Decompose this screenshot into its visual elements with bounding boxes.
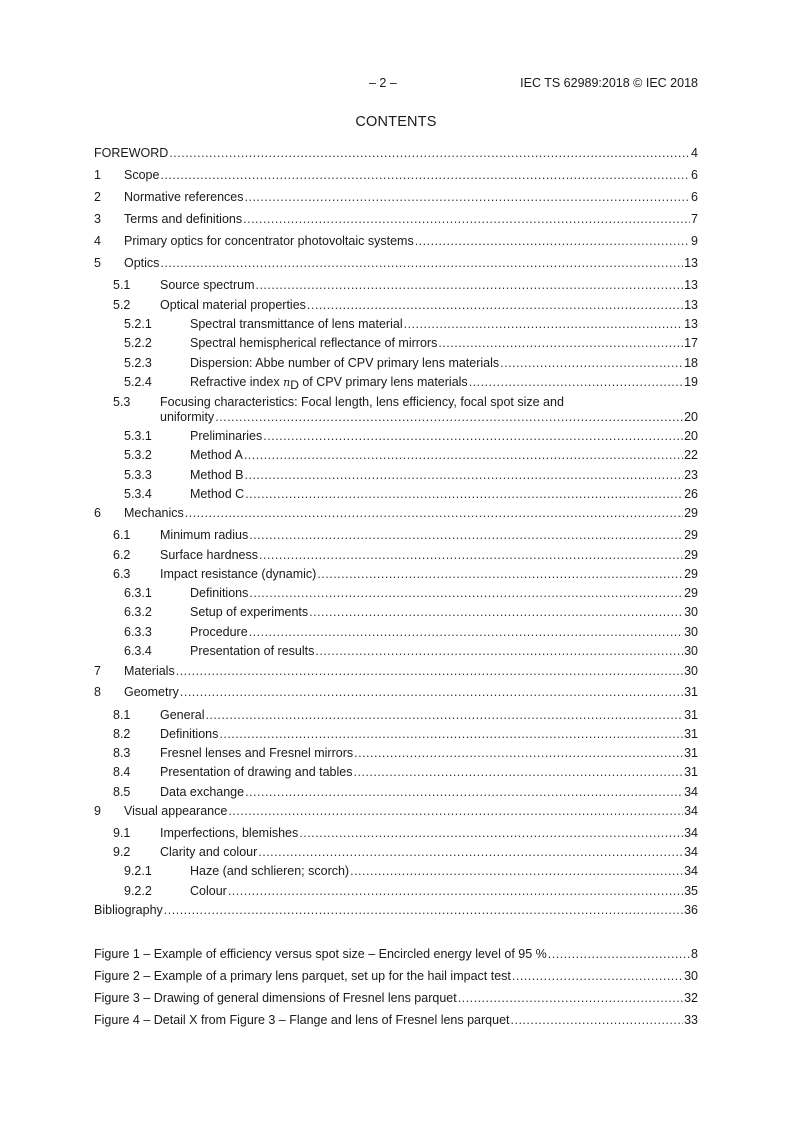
toc-entry-number: 8	[94, 685, 101, 699]
toc-entry-5-3-cont[interactable]	[94, 410, 698, 428]
figure-entry-4[interactable]	[94, 1013, 698, 1031]
toc-entry-label: Spectral hemispherical reflectance of mirrors	[190, 336, 438, 350]
toc-entry-label: Materials	[124, 664, 175, 678]
toc-entry-number: 8.1	[113, 708, 131, 722]
toc-entry-page: 30	[684, 664, 698, 678]
toc-entry-5-3-2[interactable]	[94, 448, 698, 466]
toc-entry-page: 34	[684, 845, 698, 859]
toc-entry-label: Clarity and colour	[160, 845, 258, 859]
toc-entry-label: Geometry	[124, 685, 179, 699]
toc-entry-page: 20	[684, 410, 698, 424]
toc-entry-page: 31	[684, 727, 698, 741]
toc-entry-page: 34	[684, 785, 698, 799]
toc-entry-page: 29	[684, 548, 698, 562]
toc-entry-5-3-3[interactable]	[94, 468, 698, 486]
toc-entry-page: 13	[684, 278, 698, 292]
toc-entry-number: 5.2.1	[124, 317, 152, 331]
toc-entry-page: 31	[684, 708, 698, 722]
document-id: IEC TS 62989:2018 © IEC 2018	[520, 76, 698, 90]
toc-entry-number: 6.3.4	[124, 644, 152, 658]
toc-entry-page: 30	[684, 644, 698, 658]
toc-entry-6-3-2[interactable]	[94, 605, 698, 623]
toc-entry-label: Method A	[190, 448, 243, 462]
toc-entry-label: Optical material properties	[160, 298, 306, 312]
toc-entry-5[interactable]	[94, 256, 698, 274]
toc-entry-4[interactable]	[94, 234, 698, 252]
figure-entry-3[interactable]	[94, 991, 698, 1009]
toc-entry-5-3-1[interactable]	[94, 429, 698, 447]
toc-entry-6-3-4[interactable]	[94, 644, 698, 662]
toc-entry-label: Primary optics for concentrator photovoltaic systems	[124, 234, 414, 248]
toc-entry-label: Definitions	[160, 727, 219, 741]
page-number: – 2 –	[369, 76, 397, 90]
toc-entry-label: Procedure	[190, 625, 248, 639]
toc-entry-5-2-1[interactable]	[94, 317, 698, 335]
toc-entry-number: 5.2.3	[124, 356, 152, 370]
figure-entry-label: Figure 3 – Drawing of general dimensions of Fresnel lens parquet	[94, 991, 457, 1005]
toc-entry-number: 9.2.1	[124, 864, 152, 878]
toc-entry-label: General	[160, 708, 205, 722]
toc-entry-number: 6.1	[113, 528, 131, 542]
toc-entry-page: 6	[691, 190, 698, 204]
toc-entry-page: 23	[684, 468, 698, 482]
toc-entry-number: 5.2.4	[124, 375, 152, 389]
toc-entry-page: 26	[684, 487, 698, 501]
toc-entry-page: 19	[684, 375, 698, 389]
toc-entry-5-2-3[interactable]	[94, 356, 698, 374]
toc-entry-label: Impact resistance (dynamic)	[160, 567, 317, 581]
figure-entry-label: Figure 1 – Example of efficiency versus spot size – Encircled energy level of 95 %	[94, 947, 547, 961]
toc-entry-label: Bibliography	[94, 903, 163, 917]
figure-entry-page: 30	[684, 969, 698, 983]
toc-entry-6-3[interactable]	[94, 567, 698, 585]
toc-entry-6-3-3[interactable]	[94, 625, 698, 643]
toc-entry-number: 8.2	[113, 727, 131, 741]
toc-entry-page: 7	[691, 212, 698, 226]
refractive-index-symbol: n	[283, 376, 291, 389]
toc-entry-8-2[interactable]	[94, 727, 698, 745]
toc-entry-foreword[interactable]	[94, 146, 698, 164]
toc-entry-page: 4	[691, 146, 698, 160]
toc-entry-page: 34	[684, 826, 698, 840]
toc-entry-number: 6.3.2	[124, 605, 152, 619]
toc-entry-label: Imperfections, blemishes	[160, 826, 299, 840]
toc-entry-number: 1	[94, 168, 101, 182]
toc-entry-label: FOREWORD	[94, 146, 169, 160]
toc-entry-page: 17	[684, 336, 698, 350]
toc-entry-2[interactable]	[94, 190, 698, 208]
toc-entry-page: 29	[684, 586, 698, 600]
toc-entry-label: Normative references	[124, 190, 244, 204]
toc-entry-number: 5.1	[113, 278, 131, 292]
toc-entry-page: 30	[684, 605, 698, 619]
toc-entry-number: 6.3	[113, 567, 131, 581]
toc-entry-label: Presentation of drawing and tables	[160, 765, 353, 779]
toc-entry-number: 9.2	[113, 845, 131, 859]
toc-entry-number: 9.1	[113, 826, 131, 840]
toc-entry-8-4[interactable]	[94, 765, 698, 783]
toc-entry-page: 31	[684, 765, 698, 779]
toc-entry-page: 18	[684, 356, 698, 370]
toc-entry-page: 31	[684, 685, 698, 699]
toc-entry-9[interactable]	[94, 804, 698, 822]
toc-entry-number: 3	[94, 212, 101, 226]
toc-entry-label: Definitions	[190, 586, 249, 600]
toc-entry-label: Surface hardness	[160, 548, 258, 562]
toc-entry-5-2-2[interactable]	[94, 336, 698, 354]
toc-entry-number: 5.3.1	[124, 429, 152, 443]
toc-entry-label: Presentation of results	[190, 644, 315, 658]
figure-entry-page: 32	[684, 991, 698, 1005]
toc-entry-6[interactable]	[94, 506, 698, 524]
toc-entry-page: 31	[684, 746, 698, 760]
toc-entry-page: 20	[684, 429, 698, 443]
contents-title: CONTENTS	[355, 114, 437, 130]
toc-entry-label: Minimum radius	[160, 528, 249, 542]
figure-entry-page: 33	[684, 1013, 698, 1027]
figure-entry-label: Figure 2 – Example of a primary lens parquet, set up for the hail impact test	[94, 969, 511, 983]
toc-entry-9-2-1[interactable]	[94, 864, 698, 882]
toc-entry-page: 35	[684, 884, 698, 898]
toc-entry-label: Dispersion: Abbe number of CPV primary lens materials	[190, 356, 500, 370]
toc-entry-label: Mechanics	[124, 506, 184, 520]
toc-entry-page: 30	[684, 625, 698, 639]
toc-entry-5-1[interactable]	[94, 278, 698, 296]
toc-entry-number: 8.3	[113, 746, 131, 760]
toc-entry-number: 8.5	[113, 785, 131, 799]
toc-entry-page: 13	[684, 256, 698, 270]
toc-entry-label: uniformity	[160, 410, 215, 424]
toc-entry-8-5[interactable]	[94, 785, 698, 803]
toc-entry-label: Optics	[124, 256, 160, 270]
toc-entry-9-1[interactable]	[94, 826, 698, 844]
toc-entry-page: 29	[684, 567, 698, 581]
toc-entry-page: 9	[691, 234, 698, 248]
toc-entry-3[interactable]	[94, 212, 698, 230]
toc-entry-5-2-4[interactable]	[94, 375, 698, 393]
toc-entry-page: 13	[684, 317, 698, 331]
page-header	[94, 76, 698, 92]
toc-entry-5-2[interactable]	[94, 298, 698, 316]
figure-entry-label: Figure 4 – Detail X from Figure 3 – Flange and lens of Fresnel lens parquet	[94, 1013, 510, 1027]
toc-entry-label-line1: Focusing characteristics: Focal length, lens efficiency, focal spot size and	[160, 395, 564, 409]
toc-entry-1[interactable]	[94, 168, 698, 186]
toc-entry-page: 34	[684, 804, 698, 818]
toc-entry-label: Visual appearance	[124, 804, 228, 818]
toc-entry-label: Setup of experiments	[190, 605, 309, 619]
toc-entry-number: 6.3.1	[124, 586, 152, 600]
toc-entry-bibliography[interactable]	[94, 903, 698, 921]
toc-entry-number: 6	[94, 506, 101, 520]
toc-entry-number: 5.2.2	[124, 336, 152, 350]
toc-entry-label: Method B	[190, 468, 244, 482]
toc-entry-number: 5	[94, 256, 101, 270]
toc-entry-page: 6	[691, 168, 698, 182]
toc-entry-label: Data exchange	[160, 785, 245, 799]
toc-entry-page: 29	[684, 506, 698, 520]
toc-entry-6-2[interactable]	[94, 548, 698, 566]
toc-entry-label: Method C	[190, 487, 245, 501]
toc-entry-page: 13	[684, 298, 698, 312]
toc-entry-number: 8.4	[113, 765, 131, 779]
toc-entry-label: Spectral transmittance of lens material	[190, 317, 403, 331]
toc-entry-label: Scope	[124, 168, 160, 182]
toc-entry-8-1[interactable]	[94, 708, 698, 726]
toc-entry-label: Haze (and schlieren; scorch)	[190, 864, 350, 878]
toc-entry-label: Terms and definitions	[124, 212, 243, 226]
toc-entry-number: 6.2	[113, 548, 131, 562]
figure-entry-page: 8	[691, 947, 698, 961]
toc-entry-number: 5.2	[113, 298, 131, 312]
toc-entry-number: 9.2.2	[124, 884, 152, 898]
toc-entry-number: 2	[94, 190, 101, 204]
toc-entry-label: Refractive index nD of CPV primary lens materials	[190, 375, 468, 392]
toc-entry-label: Source spectrum	[160, 278, 255, 292]
toc-entry-page: 34	[684, 864, 698, 878]
toc-entry-number: 5.3.4	[124, 487, 152, 501]
toc-entry-page: 29	[684, 528, 698, 542]
toc-entry-number: 5.3	[113, 395, 131, 409]
toc-entry-8[interactable]	[94, 685, 698, 703]
toc-entry-label: Preliminaries	[190, 429, 263, 443]
toc-entry-label: Colour	[190, 884, 227, 898]
toc-entry-7[interactable]	[94, 664, 698, 682]
toc-entry-page: 36	[684, 903, 698, 917]
toc-entry-number: 6.3.3	[124, 625, 152, 639]
toc-entry-number: 5.3.2	[124, 448, 152, 462]
toc-entry-number: 7	[94, 664, 101, 678]
toc-entry-9-2-2[interactable]	[94, 884, 698, 902]
figure-entry-2[interactable]	[94, 969, 698, 987]
toc-entry-6-1[interactable]	[94, 528, 698, 546]
toc-entry-9-2[interactable]	[94, 845, 698, 863]
toc-entry-label: Fresnel lenses and Fresnel mirrors	[160, 746, 354, 760]
toc-entry-8-3[interactable]	[94, 746, 698, 764]
toc-entry-5-3-4[interactable]	[94, 487, 698, 505]
figure-entry-1[interactable]	[94, 947, 698, 965]
toc-entry-number: 9	[94, 804, 101, 818]
toc-entry-6-3-1[interactable]	[94, 586, 698, 604]
toc-entry-number: 4	[94, 234, 101, 248]
toc-entry-number: 5.3.3	[124, 468, 152, 482]
toc-entry-page: 22	[684, 448, 698, 462]
